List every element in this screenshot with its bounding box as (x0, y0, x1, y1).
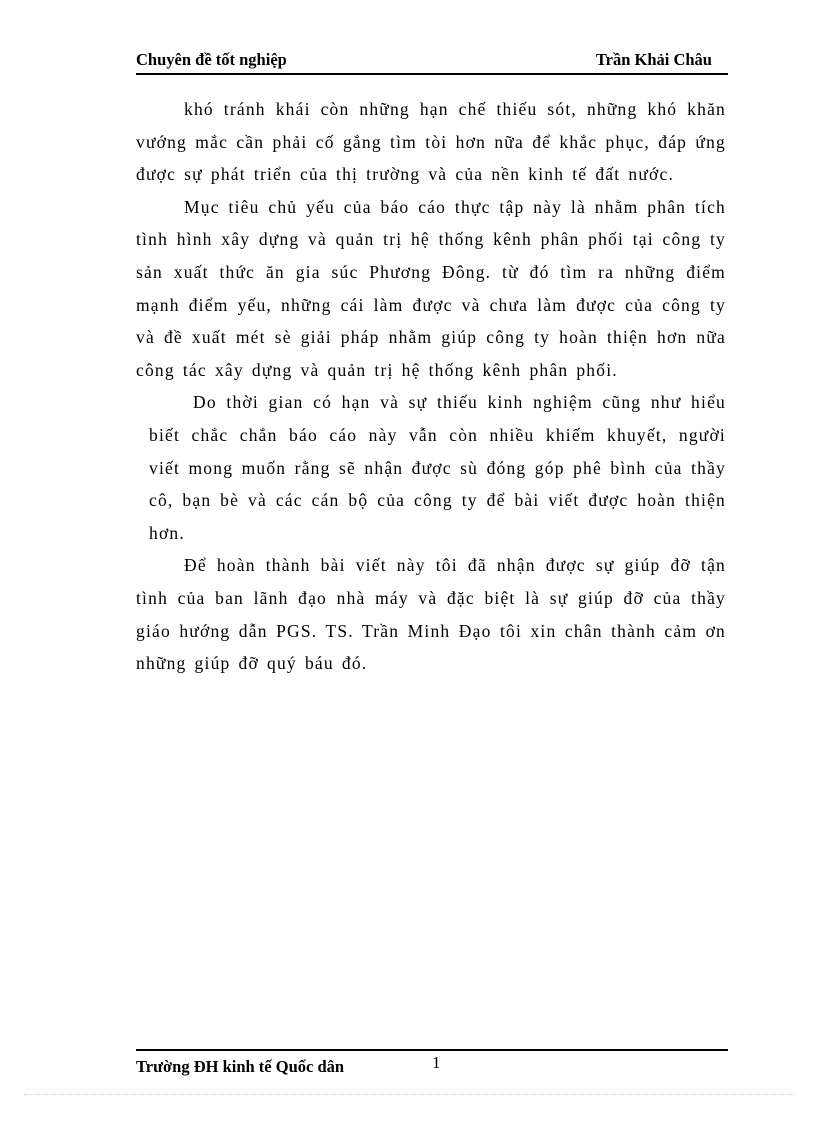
page-header (136, 49, 728, 75)
paragraph: khó tránh khái còn những hạn chế thiếu sót, những khó khăn vướng mắc cần phải cố gắng tìm tòi hơn nữa để khắc phục, đáp ứng được sự phát triển của thị trường và của nền kinh tế đất nước. (136, 99, 726, 185)
body-text (136, 93, 726, 680)
header-author: Trần Khải Châu (595, 50, 712, 69)
footer-institution: Trường ĐH kinh tế Quốc dân (136, 1057, 345, 1076)
page-edge-divider (24, 1094, 794, 1095)
paragraph: Để hoàn thành bài viết này tôi đã nhận được sự giúp đỡ tận tình của ban lãnh đạo nhà máy và đặc biệt là sự giúp đỡ của thầy giáo hướng dẫn PGS. TS. Trần Minh Đạo tôi xin chân thành cảm ơn những giúp đỡ quý báu đó. (136, 555, 726, 674)
page-number: 1 (432, 1053, 441, 1072)
page-footer (136, 1049, 728, 1077)
paragraph: Do thời gian có hạn và sự thiếu kinh nghiệm cũng như hiểu biết chắc chắn báo cáo này vẫn còn nhiều khiếm khuyết, người viết mong muốn rằng sẽ nhận được sù đóng góp phê bình của thầy cô, bạn bè và các cán bộ của công ty để bài viết được hoàn thiện hơn. (149, 392, 726, 543)
header-document-type: Chuyên đề tốt nghiệp (136, 50, 287, 69)
paragraph: Mục tiêu chủ yếu của báo cáo thực tập này là nhằm phân tích tình hình xây dựng và quản trị hệ thống kênh phân phối tại công ty sản xuất thức ăn gia súc Phương Đông. từ đó tìm ra những điểm mạnh điểm yếu, những cái làm được và chưa làm được của công ty và đề xuất mét sè giải pháp nhằm giúp công ty hoàn thiện hơn nữa công tác xây dựng và quản trị hệ thống kênh phân phối. (136, 196, 726, 380)
